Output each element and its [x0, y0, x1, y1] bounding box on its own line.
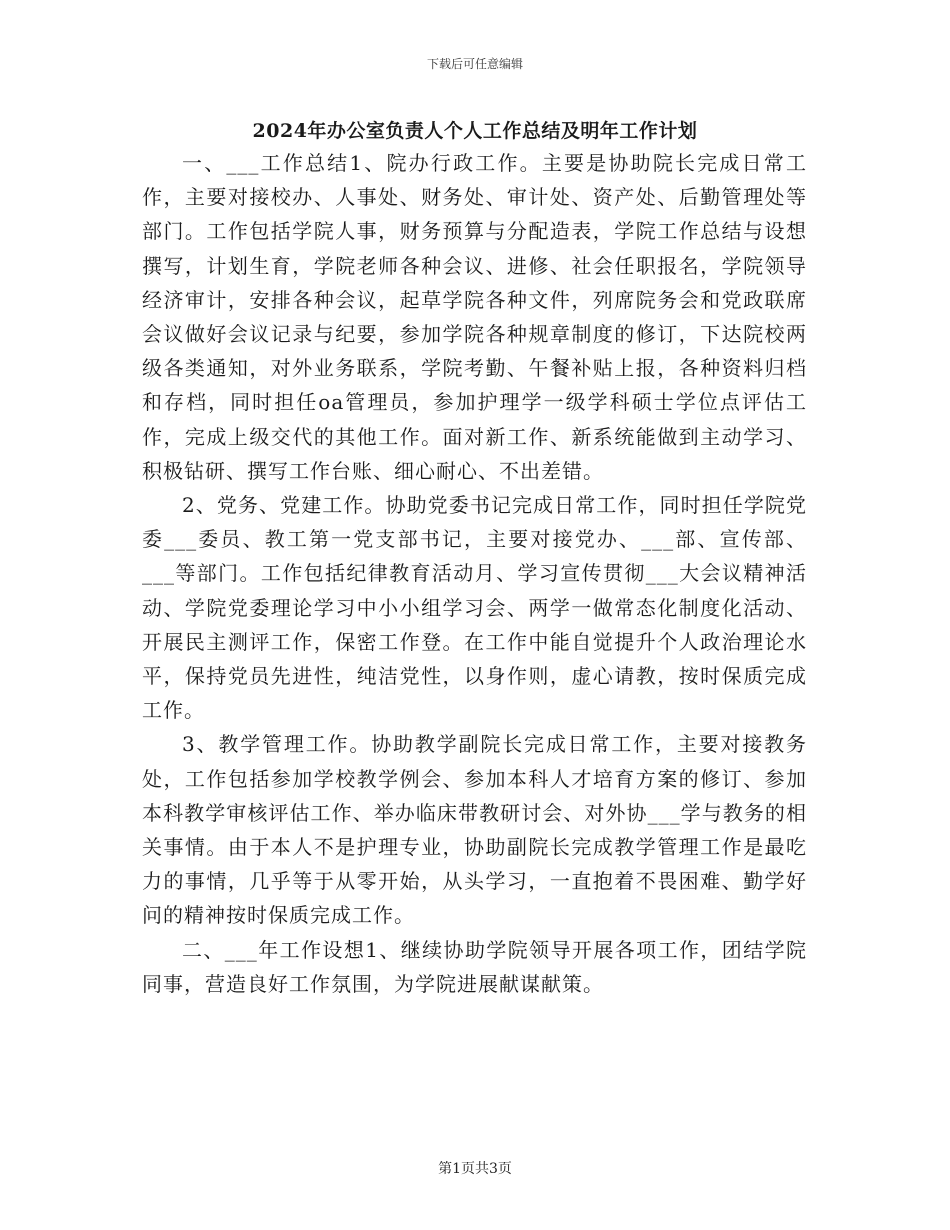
document-title: 2024年办公室负责人个人工作总结及明年工作计划 — [252, 120, 698, 142]
document-body — [142, 146, 807, 1001]
page-number: 第1页共3页 — [438, 1161, 512, 1177]
paragraph-teaching-work: 3、教学管理工作。协助教学副院长完成日常工作，主要对接教务处，工作包括参加学校教学例会、参加本科人才培育方案的修订、参加本科教学审核评估工作、举办临床带教研讨会、对外协___学与教务的相关事情。由于本人不是护理专业，协助副院长完成教学管理工作是最吃力的事情，几乎等于从零开始，从头学习，一直抱着不畏困难、勤学好问的精神按时保质完成工作。 — [142, 732, 807, 928]
paragraph-party-work: 2、党务、党建工作。协助党委书记完成日常工作，同时担任学院党委___委员、教工第一党支部书记，主要对接党办、___部、宣传部、___等部门。工作包括纪律教育活动月、学习宣传贯彻___大会议精神活动、学院党委理论学习中小小组学习会、两学一做常态化制度化活动、开展民主测评工作，保密工作登。在工作中能自觉提升个人政治理论水平，保持党员先进性，纯洁党性，以身作则，虚心请教，按时保质完成工作。 — [142, 493, 807, 723]
header-note: 下载后可任意编辑 — [426, 57, 523, 71]
paragraph-next-year-plan: 二、___年工作设想1、继续协助学院领导开展各项工作，团结学院同事，营造良好工作氛围，为学院进展献谋献策。 — [142, 937, 807, 996]
paragraph-admin-work: 一、___工作总结1、院办行政工作。主要是协助院长完成日常工作，主要对接校办、人事处、财务处、审计处、资产处、后勤管理处等部门。工作包括学院人事，财务预算与分配造表，学院工作总结与设想撰写，计划生育，学院老师各种会议、进修、社会任职报名，学院领导经济审计，安排各种会议，起草学院各种文件，列席院务会和党政联席会议做好会议记录与纪要，参加学院各种规章制度的修订，下达院校两级各类通知，对外业务联系，学院考勤、午餐补贴上报，各种资料归档和存档，同时担任oa管理员，参加护理学一级学科硕士学位点评估工作，完成上级交代的其他工作。面对新工作、新系统能做到主动学习、积极钻研、撰写工作台账、细心耐心、不出差错。 — [142, 151, 807, 483]
